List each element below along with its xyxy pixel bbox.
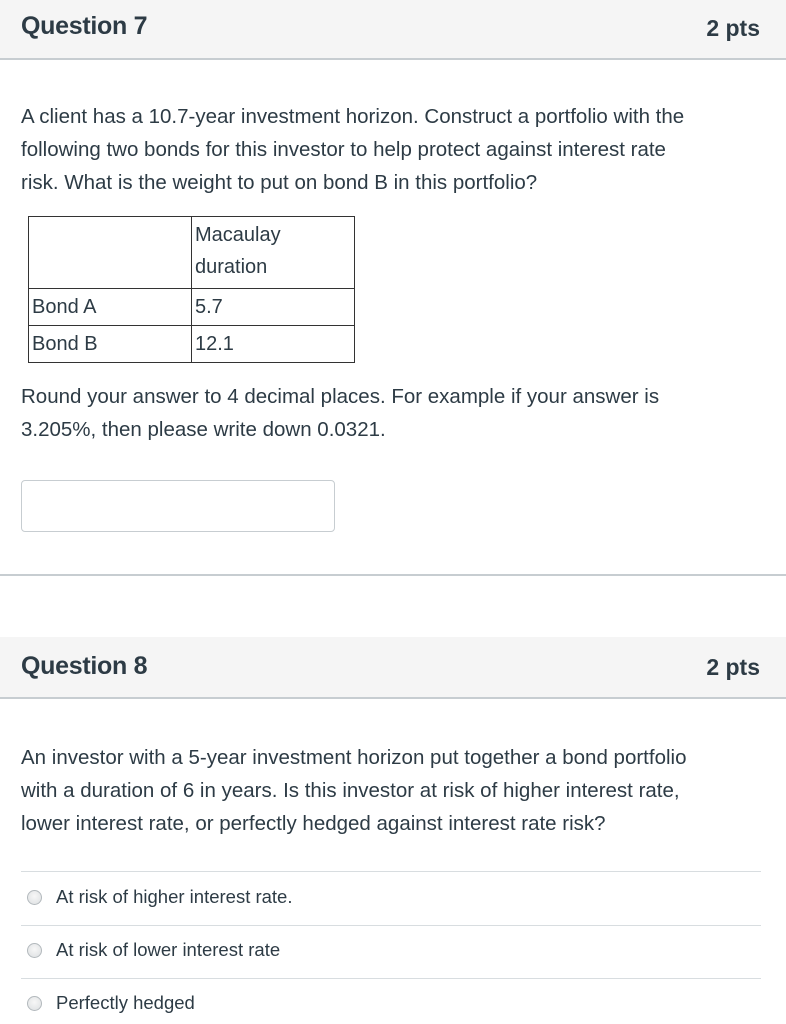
question-7-title: Question 7 — [21, 12, 148, 40]
prompt-line: following two bonds for this investor to help protect against interest rate — [21, 138, 666, 161]
question-8-prompt — [21, 741, 761, 840]
question-7-instructions — [21, 380, 761, 446]
prompt-line: A client has a 10.7-year investment horizon. Construct a portfolio with the — [21, 105, 685, 128]
duration-value-cell: 12.1 — [192, 326, 355, 363]
choice-higher-rate[interactable] — [27, 885, 293, 909]
question-8-points: 2 pts — [706, 654, 760, 680]
choice-perfectly-hedged[interactable] — [27, 991, 195, 1015]
header-text-line: duration — [195, 256, 268, 278]
radio-button[interactable] — [27, 996, 42, 1011]
question-8-title: Question 8 — [21, 652, 148, 680]
question-7-header — [0, 0, 786, 60]
choice-label: Perfectly hedged — [56, 992, 195, 1013]
choice-divider — [21, 925, 761, 926]
prompt-line: lower interest rate, or perfectly hedged against interest rate risk? — [21, 812, 606, 835]
prompt-line: with a duration of 6 in years. Is this investor at risk of higher interest rate, — [21, 779, 680, 802]
radio-button[interactable] — [27, 890, 42, 905]
choice-label: At risk of lower interest rate — [56, 939, 281, 960]
duration-value-cell: 5.7 — [192, 289, 355, 326]
question-7-points: 2 pts — [706, 15, 760, 41]
instruction-line: Round your answer to 4 decimal places. For example if your answer is — [21, 385, 660, 408]
table-header-empty-cell — [29, 217, 192, 289]
instruction-line: 3.205%, then please write down 0.0321. — [21, 418, 386, 441]
bond-label-cell: Bond A — [29, 289, 192, 326]
question-separator — [0, 574, 786, 576]
question-8-header — [0, 637, 786, 699]
choice-divider — [21, 978, 761, 979]
prompt-line: An investor with a 5-year investment horizon put together a bond portfolio — [21, 746, 687, 769]
question-7-prompt — [21, 100, 761, 199]
bond-label-cell: Bond B — [29, 326, 192, 363]
choice-lower-rate[interactable] — [27, 938, 280, 962]
radio-button[interactable] — [27, 943, 42, 958]
answer-input[interactable] — [21, 480, 335, 532]
table-row — [29, 289, 355, 326]
header-text-line: Macaulay — [195, 224, 281, 246]
prompt-line: risk. What is the weight to put on bond B in this portfolio? — [21, 171, 538, 194]
choice-divider — [21, 871, 761, 872]
table-row — [29, 326, 355, 363]
table-header-row — [29, 217, 355, 289]
duration-table — [28, 216, 355, 363]
table-header-macaulay-duration — [192, 217, 355, 289]
choice-label: At risk of higher interest rate. — [56, 886, 293, 907]
